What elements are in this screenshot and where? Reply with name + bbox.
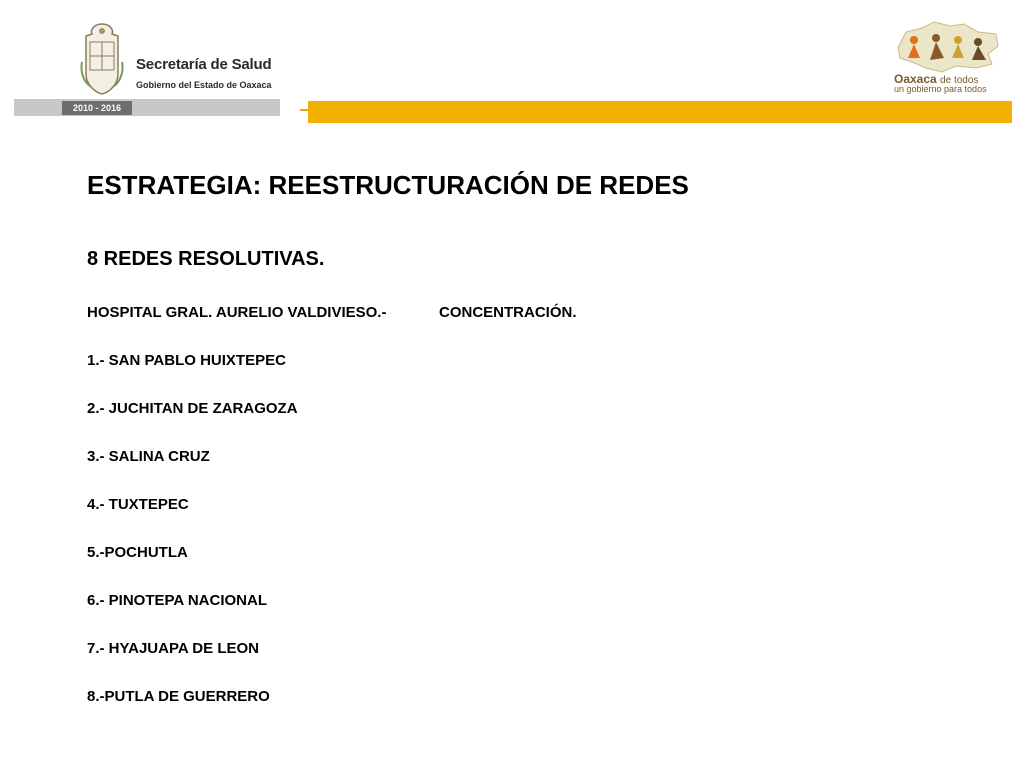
slide-subtitle: 8 REDES RESOLUTIVAS. xyxy=(87,248,325,270)
header-divider xyxy=(300,109,308,111)
slide-title: ESTRATEGIA: REESTRUCTURACIÓN DE REDES xyxy=(87,170,689,200)
list-item: 5.-POCHUTLA xyxy=(87,544,188,561)
state-crest-icon xyxy=(76,22,128,96)
hospital-note: CONCENTRACIÓN. xyxy=(439,304,577,321)
list-item: 4.- TUXTEPEC xyxy=(87,496,189,513)
list-item: 8.-PUTLA DE GUERRERO xyxy=(87,688,270,705)
list-item: 1.- SAN PABLO HUIXTEPEC xyxy=(87,352,286,369)
oaxaca-map-icon xyxy=(892,18,1002,74)
list-item: 2.- JUCHITAN DE ZARAGOZA xyxy=(87,400,298,417)
oaxaca-logo xyxy=(888,18,1006,98)
oaxaca-logo-subtitle: un gobierno para todos xyxy=(894,84,987,94)
hospital-line xyxy=(87,304,577,321)
oaxaca-logo-suffix: de todos xyxy=(940,75,979,86)
years-badge: 2010 - 2016 xyxy=(62,101,132,115)
list-item: 3.- SALINA CRUZ xyxy=(87,448,210,465)
list-item: 6.- PINOTEPA NACIONAL xyxy=(87,592,268,609)
header-accent-bar xyxy=(308,101,1012,123)
org-title: Secretaría de Salud xyxy=(136,56,272,73)
oaxaca-logo-name: Oaxaca xyxy=(894,72,937,86)
secretaria-logo xyxy=(14,22,282,117)
list-item: 7.- HYAJUAPA DE LEON xyxy=(87,640,259,657)
hospital-label: HOSPITAL GRAL. AURELIO VALDIVIESO.- xyxy=(87,304,387,321)
org-subtitle: Gobierno del Estado de Oaxaca xyxy=(136,80,272,90)
header-gray-band xyxy=(14,99,280,116)
